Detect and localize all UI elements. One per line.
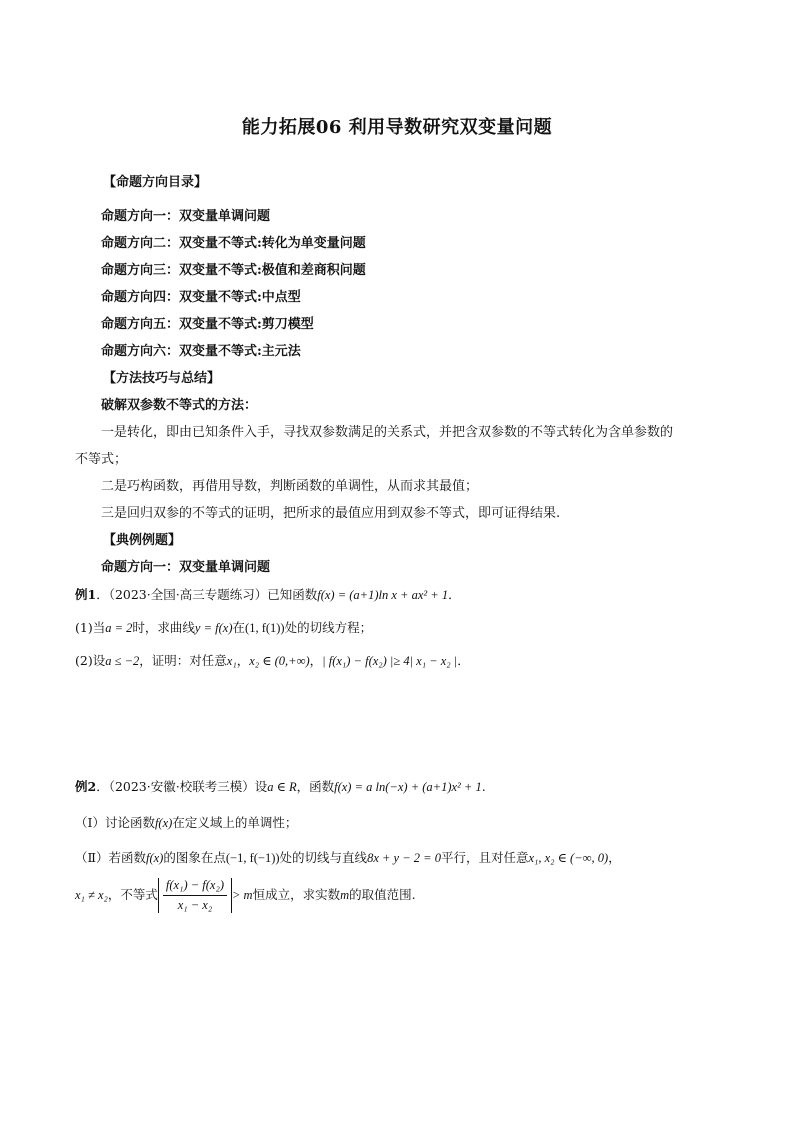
example-1-label: 例1 [75,587,97,602]
example-1-source: ．（2023·全国·高三专题练习）已知函数 [96,587,318,602]
method-header: 【方法技巧与总结】 [103,371,221,386]
directory-header: 【命题方向目录】 [103,175,208,190]
direction-item-5: 命题方向五：双变量不等式:剪刀模型 [101,317,314,332]
method-paragraph-1: 一是转化，即由已知条件入手，寻找双参数满足的关系式，并把含双参数的不等式转化为含单参数的 [101,425,674,440]
example-2-label: 例2 [75,779,97,794]
example-direction-title: 命题方向一：双变量单调问题 [101,560,271,575]
method-intro: 破解双参数不等式的方法： [101,398,258,413]
method-paragraph-3: 三是回归双参的不等式的证明，把所求的最值应用到双参不等式，即可证得结果. [101,506,561,521]
example-1-formula: f(x) = (a+1)ln x + ax² + 1 [317,588,449,602]
example-2-formula: f(x) = a ln(−x) + (a+1)x² + 1 [334,780,482,794]
absolute-value-fraction [158,878,232,913]
method-paragraph-1-cont: 不等式； [75,452,128,467]
direction-item-1: 命题方向一：双变量单调问题 [101,209,271,224]
difference-quotient: $\frac{\text{f(x₁) − f(x₂)}}{\text{x₁ − x₂}}$ [163,878,227,913]
direction-item-6: 命题方向六：双变量不等式:主元法 [101,344,301,359]
direction-item-4: 命题方向四：双变量不等式:中点型 [101,290,301,305]
method-paragraph-2: 二是巧构函数，再借用导数，判断函数的单调性，从而求其最值； [101,479,479,494]
example-2-question-2-cont: x₁ ≠ x₂，不等式 $\frac{\text{f(x₁) − f(x₂)}}{\text{x₁ − x₂}}$ > m恒成立，求实数m的取值范围. [75,878,416,912]
example-2-source: ．（2023·安徽·校联考三模）设 [96,779,268,794]
example-2-question-1: （Ⅰ）讨论函数f(x)在定义域上的单调性； [75,815,298,830]
direction-item-3: 命题方向三：双变量不等式:极值和差商积问题 [101,263,366,278]
example-2-statement: 例2．（2023·安徽·校联考三模）设a ∈ R，函数f(x) = a ln(−x) + (a+1)x² + 1. [75,779,486,794]
example-1-question-2: (2)设a ≤ −2，证明：对任意x₁，x₂ ∈ (0,+∞)，| f(x₁) − f(x₂) |≥ 4| x₁ − x₂ |． [75,653,470,668]
example-1-statement: 例1．（2023·全国·高三专题练习）已知函数f(x) = (a+1)ln x + ax² + 1． [75,587,461,602]
examples-header: 【典例例题】 [103,533,182,548]
direction-item-2: 命题方向二：双变量不等式:转化为单变量问题 [101,236,366,251]
example-1-question-1: (1)当a = 2时，求曲线y = f(x)在(1, f(1))处的切线方程； [75,620,373,635]
example-2-question-2: （Ⅱ）若函数f(x)的图象在点(−1, f(−1))处的切线与直线8x + y − 2 = 0平行，且对任意x₁, x₂ ∈ (−∞, 0)， [75,850,621,865]
page-title: 能力拓展06 利用导数研究双变量问题 [241,117,553,138]
